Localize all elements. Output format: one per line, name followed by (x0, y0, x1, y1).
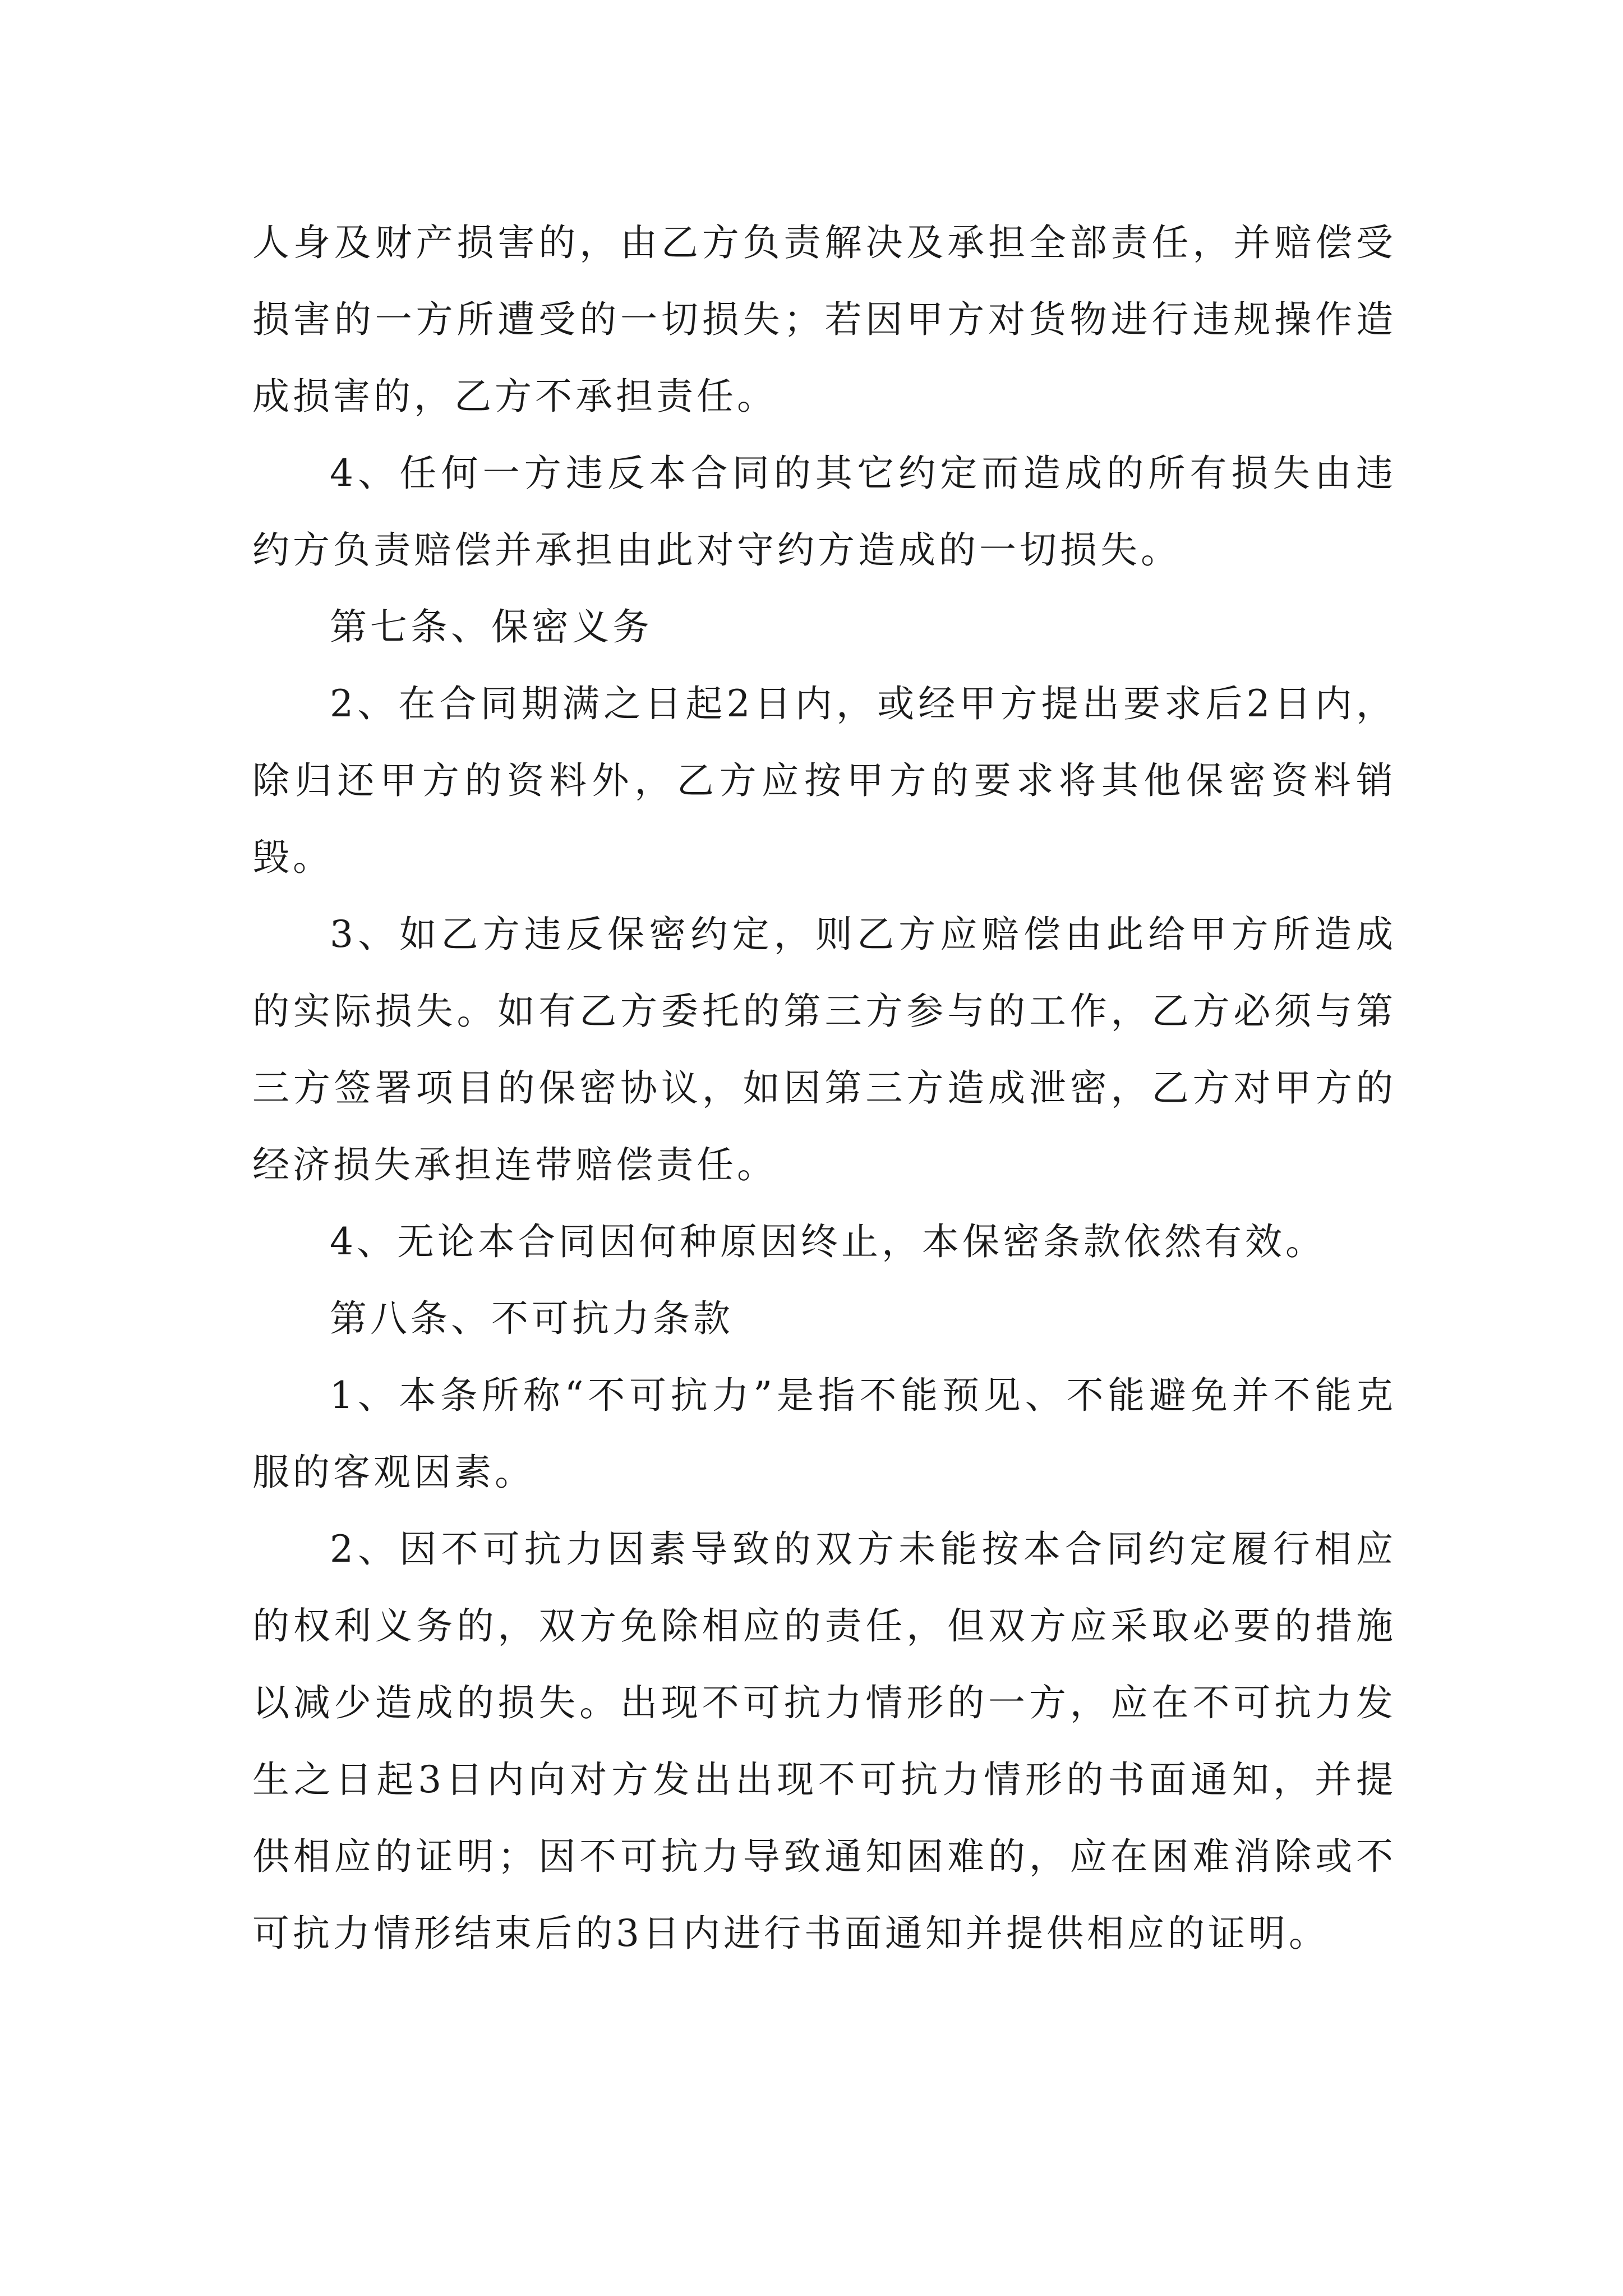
paragraph-continuation: 人身及财产损害的，由乙方负责解决及承担全部责任，并赔偿受损害的一方所遭受的一切损失；若因甲方对货物进行违规操作造成损害的，乙方不承担责任。 (252, 221, 1396, 418)
heading-article-8-force-majeure: 第八条、不可抗力条款 (330, 1297, 734, 1340)
paragraph-force-majeure-2: 2、因不可抗力因素导致的双方未能按本合同约定履行相应的权利义务的，双方免除相应的责任，但双方应采取必要的措施以减少造成的损失。出现不可抗力情形的一方，应在不可抗力发生之日起3日内向对方发出出现不可抗力情形的书面通知，并提供相应的证明；因不可抗力导致通知困难的，应在困难消除或不可抗力情形结束后的3日内进行书面通知并提供相应的证明。 (252, 1527, 1396, 1955)
paragraph-confidentiality-3: 3、如乙方违反保密约定，则乙方应赔偿由此给甲方所造成的实际损失。如有乙方委托的第三方参与的工作，乙方必须与第三方签署项目的保密协议，如因第三方造成泄密，乙方对甲方的经济损失承担连带赔偿责任。 (252, 913, 1396, 1186)
paragraph-confidentiality-4: 4、无论本合同因何种原因终止，本保密条款依然有效。 (330, 1220, 1326, 1263)
paragraph-confidentiality-2: 2、在合同期满之日起2日内，或经甲方提出要求后2日内，除归还甲方的资料外，乙方应按甲方的要求将其他保密资料销毁。 (252, 682, 1396, 879)
heading-article-7-confidentiality: 第七条、保密义务 (330, 605, 653, 648)
paragraph-breach-clause-4: 4、任何一方违反本合同的其它约定而造成的所有损失由违约方负责赔偿并承担由此对守约方造成的一切损失。 (252, 452, 1396, 572)
document-body (252, 204, 1396, 1972)
paragraph-force-majeure-1: 1、本条所称“不可抗力”是指不能预见、不能避免并不能克服的客观因素。 (252, 1374, 1396, 1494)
